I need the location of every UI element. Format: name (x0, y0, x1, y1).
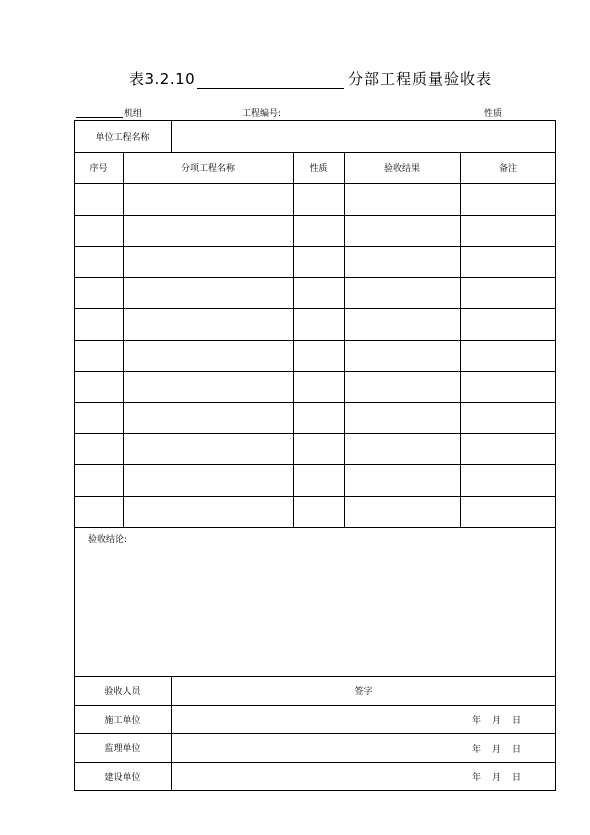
table-row (74, 246, 556, 247)
title-suffix: 分部工程质量验收表 (348, 70, 493, 88)
supervision-year: 年 (472, 745, 482, 755)
signature-label: 签字 (354, 687, 373, 697)
header-nature: 性质 (309, 164, 328, 174)
unit-project-name-label: 单位工程名称 (95, 132, 150, 143)
project-number-label: 工程编号: (242, 109, 282, 119)
conclusion-label: 验收结论: (88, 534, 128, 545)
owner-day: 日 (512, 773, 522, 783)
table-row (74, 402, 556, 403)
owner-month: 月 (492, 773, 502, 783)
table-row (74, 183, 556, 184)
table-row (74, 433, 556, 434)
header-sub-item-name: 分项工程名称 (180, 164, 235, 174)
inspector-label: 验收人员 (104, 687, 141, 697)
header-seq: 序号 (89, 164, 108, 174)
header-remarks: 备注 (498, 164, 517, 174)
supervision-month: 月 (492, 745, 502, 755)
title-blank-underline (197, 88, 344, 89)
unit-blank-underline (76, 117, 123, 118)
table-row (74, 277, 556, 278)
table-row (74, 464, 556, 465)
table-row (74, 308, 556, 309)
supervision-unit-label: 监理单位 (104, 744, 141, 754)
table-row (74, 496, 556, 497)
table-row (74, 215, 556, 216)
construction-day: 日 (512, 716, 522, 726)
supervision-day: 日 (512, 745, 522, 755)
header-result: 验收结果 (383, 164, 420, 174)
nature-label: 性质 (484, 109, 503, 119)
table-row (74, 340, 556, 341)
document-title (0, 66, 590, 94)
title-prefix: 表3.2.10 (129, 70, 196, 88)
divider (171, 120, 172, 152)
owner-unit-label: 建设单位 (104, 773, 141, 783)
table-row (74, 527, 556, 528)
owner-year: 年 (472, 773, 482, 783)
construction-unit-label: 施工单位 (104, 715, 141, 726)
construction-year: 年 (472, 716, 482, 726)
unit-label: 机组 (124, 109, 143, 119)
construction-month: 月 (492, 716, 502, 726)
table-row (74, 371, 556, 372)
